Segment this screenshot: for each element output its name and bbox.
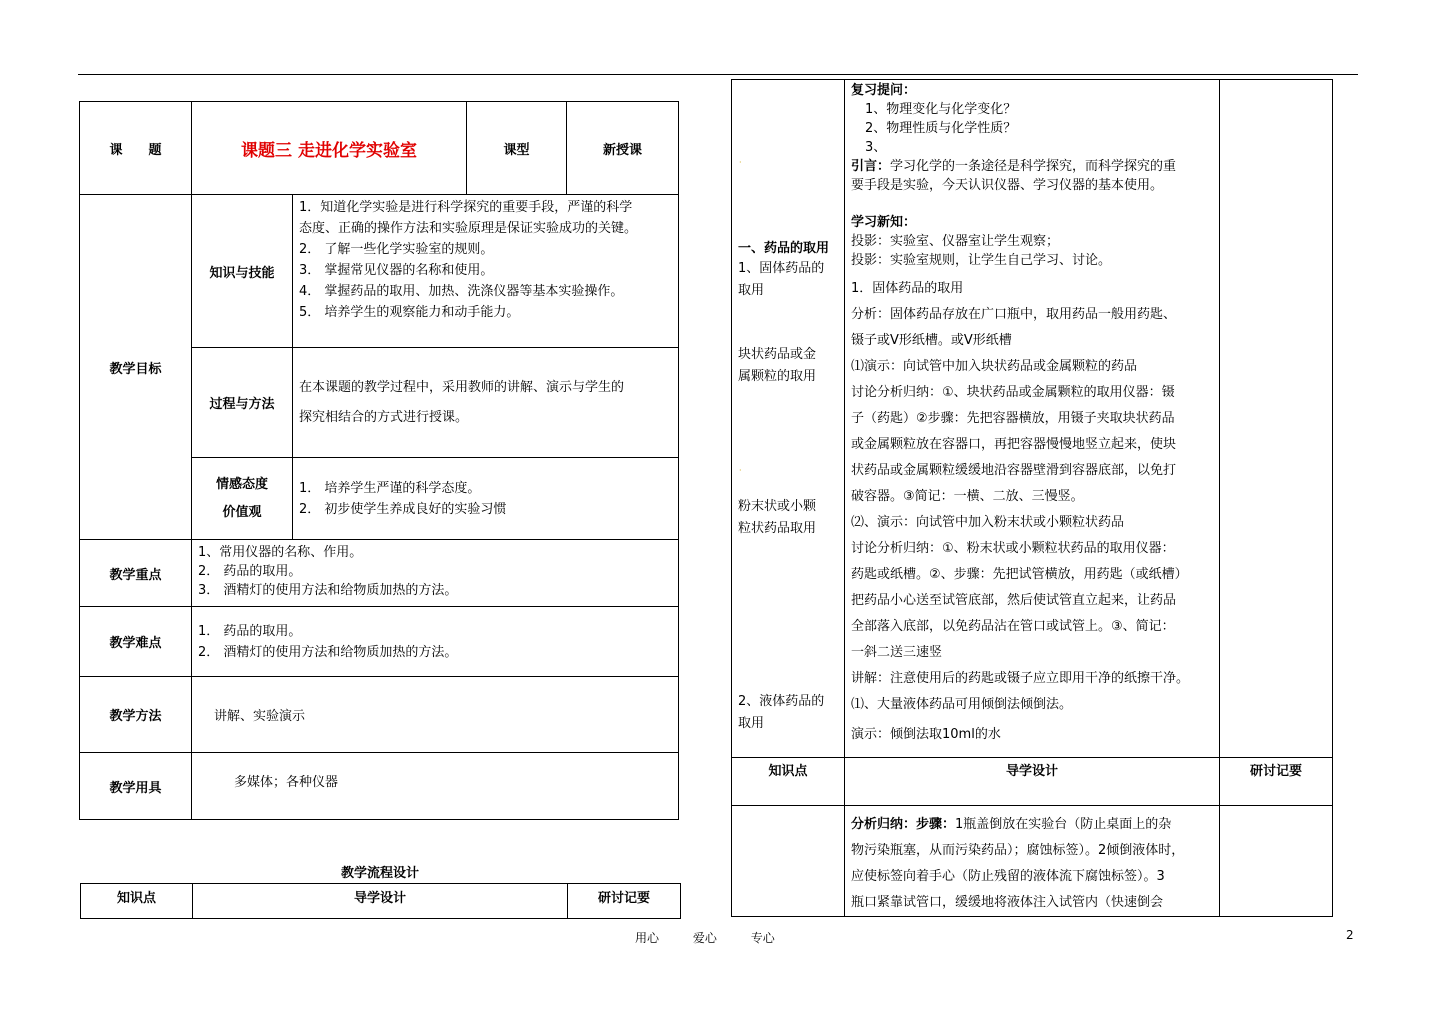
intro-text: 学习化学的一条途径是科学探究，而科学探究的重 [890, 159, 1177, 174]
flow-col-notes: 研讨记要 [568, 884, 681, 919]
body-line: 一斜二送三速竖 [851, 645, 943, 660]
emotion-list [293, 458, 679, 540]
flow-col-design: 导学设计 [193, 884, 568, 919]
process-label: 过程与方法 [192, 348, 293, 458]
section-heading: 一、药品的取用 [738, 241, 830, 256]
difficult-item: 2． 酒精灯的使用方法和给物质加热的方法。 [198, 644, 458, 660]
body-line: ⑵、演示：向试管中加入粉末状或小颗粒状药品 [851, 515, 1125, 530]
flow-col-knowledge: 知识点 [81, 884, 193, 919]
process-text [293, 348, 679, 458]
knowledge-item: 2． 了解一些化学实验室的规则。 [299, 242, 494, 257]
knowledge-point [738, 691, 824, 735]
type-value: 新授课 [567, 102, 679, 195]
footer [635, 929, 805, 946]
emotion-label-line: 情感态度 [215, 476, 268, 492]
knowledge-points-cell [732, 80, 845, 758]
analysis-text: 物污染瓶塞，从而污染药品）；腐蚀标签）。2倾倒液体时， [851, 843, 1185, 858]
lesson-info-table [79, 101, 679, 820]
difficult-item: 1． 药品的取用。 [198, 623, 302, 639]
analysis-text: 应使标签向着手心（防止残留的液体流下腐蚀标签）。3 [851, 869, 1165, 884]
method-label: 教学方法 [80, 677, 192, 753]
key-item: 3． 酒精灯的使用方法和给物质加热的方法。 [198, 583, 458, 598]
knowledge-label: 知识与技能 [192, 195, 293, 348]
dot-mark: · [739, 466, 742, 475]
body-line: ⑴、大量液体药品可用倾倒法倾倒法。 [851, 697, 1073, 712]
review-title: 复习提问： [851, 83, 917, 98]
header-rule [78, 74, 1358, 75]
knowledge-point-line: 粒状药品取用 [738, 521, 817, 536]
knowledge-point [738, 258, 824, 302]
footer-item: 爱心 [692, 931, 717, 945]
body-line: 状药品或金属颗粒缓缓地沿容器壁滑到容器底部，以免打 [851, 463, 1177, 478]
body-line: 投影：实验室规则，让学生自己学习、讨论。 [851, 253, 1112, 268]
analysis-line [851, 812, 1217, 838]
review-item: 3、 [865, 140, 887, 155]
body-line: 药匙或纸槽。②、步骤：先把试管横放，用药匙（或纸槽） [851, 567, 1188, 582]
knowledge-item: 3． 掌握常见仪器的名称和使用。 [299, 263, 494, 278]
body-line: 子（药匙）②步骤：先把容器横放，用镊子夹取块状药品 [851, 411, 1175, 426]
key-list [192, 540, 679, 607]
notes-cell-2 [1220, 806, 1333, 917]
knowledge-point-line: 1、固体药品的 [738, 261, 825, 276]
new-knowledge-title: 学习新知： [851, 215, 917, 230]
objectives-label: 教学目标 [80, 195, 192, 540]
knowledge-point-line: 2、液体药品的 [738, 694, 825, 709]
process-line: 在本课题的教学过程中，采用教师的讲解、演示与学生的 [299, 379, 625, 395]
knowledge-item: 4． 掌握药品的取用、加热、洗涤仪器等基本实验操作。 [299, 284, 624, 299]
analysis-text: 1瓶盖倒放在实验台（防止桌面上的杂 [955, 817, 1172, 832]
knowledge-point-line: 粉末状或小颗 [738, 499, 817, 514]
emotion-label [192, 458, 293, 540]
flow-table [731, 79, 1333, 917]
analysis-label: 分析归纳：步骤： [851, 817, 956, 832]
col-notes: 研讨记要 [1220, 758, 1333, 806]
tools-value: 多媒体；各种仪器 [192, 753, 679, 820]
method-value: 讲解、实验演示 [192, 677, 679, 753]
knowledge-item: 1．知道化学实验是进行科学探究的重要手段，严谨的科学 [299, 200, 633, 215]
emotion-item: 2． 初步使学生养成良好的实验习惯 [299, 501, 507, 517]
emotion-item: 1． 培养学生严谨的科学态度。 [299, 480, 481, 496]
dot-mark: · [739, 158, 742, 167]
body-line: 把药品小心送至试管底部，然后使试管直立起来，让药品 [851, 593, 1177, 608]
body-line: 镊子或V形纸槽。或V形纸槽 [851, 333, 1012, 348]
footer-item: 专心 [750, 931, 775, 945]
col-design: 导学设计 [845, 758, 1220, 806]
emotion-label-line: 价值观 [222, 504, 262, 520]
body-line: 全部落入底部，以免药品沾在管口或试管上。③、简记： [851, 619, 1175, 634]
process-line: 探究相结合的方式进行授课。 [299, 409, 469, 425]
knowledge-item: 态度、正确的操作方法和实验原理是保证实验成功的关键。 [299, 221, 638, 236]
key-label: 教学重点 [80, 540, 192, 607]
knowledge-point-line: 取用 [738, 716, 765, 731]
design-cell [845, 80, 1220, 758]
body-line: 讨论分析归纳：①、粉末状或小颗粒状药品的取用仪器： [851, 541, 1175, 556]
body-line: 破容器。③简记：一横、二放、三慢竖。 [851, 489, 1084, 504]
knowledge-list [293, 195, 679, 348]
body-line: 讨论分析归纳：①、块状药品或金属颗粒的取用仪器：镊 [851, 385, 1175, 400]
body-line: ⑴演示：向试管中加入块状药品或金属颗粒的药品 [851, 359, 1138, 374]
knowledge-point-line: 属颗粒的取用 [738, 369, 817, 384]
footer-item: 用心 [635, 931, 660, 945]
col-knowledge: 知识点 [732, 758, 845, 806]
page-number: 2 [1346, 928, 1354, 942]
tools-label: 教学用具 [80, 753, 192, 820]
demo-line: 演示：倾倒法取10ml的水 [851, 727, 1001, 742]
analysis-cell [845, 806, 1220, 917]
title-label: 课 题 [80, 102, 192, 195]
flow-title: 教学流程设计 [340, 866, 419, 881]
intro-label: 引言： [851, 159, 891, 174]
review-item: 1、物理变化与化学变化？ [865, 102, 1017, 117]
difficult-label: 教学难点 [80, 607, 192, 677]
knowledge-points-cell-2 [732, 806, 845, 917]
knowledge-item: 5． 培养学生的观察能力和动手能力。 [299, 305, 520, 320]
difficult-list [192, 607, 679, 677]
key-item: 1、常用仪器的名称、作用。 [198, 545, 363, 560]
body-line: 或金属颗粒放在容器口，再把容器慢慢地竖立起来，使块 [851, 437, 1177, 452]
body-line: 讲解：注意使用后的药匙或镊子应立即用干净的纸擦干净。 [851, 671, 1190, 686]
body-line: 投影：实验室、仪器室让学生观察； [851, 234, 1060, 249]
lesson-title: 课题三 走进化学实验室 [192, 102, 467, 195]
review-item: 2、物理性质与化学性质？ [865, 121, 1017, 136]
intro-line [851, 157, 1217, 176]
knowledge-point-line: 块状药品或金 [738, 347, 817, 362]
knowledge-point [738, 344, 816, 388]
notes-cell [1220, 80, 1333, 758]
type-label: 课型 [467, 102, 567, 195]
key-item: 2． 药品的取用。 [198, 564, 302, 579]
flow-header-table [80, 883, 681, 919]
body-line: 1．固体药品的取用 [851, 281, 964, 296]
intro-text: 要手段是实验，今天认识仪器、学习仪器的基本使用。 [851, 178, 1164, 193]
knowledge-point-line: 取用 [738, 283, 765, 298]
knowledge-point [738, 496, 816, 540]
body-line: 分析：固体药品存放在广口瓶中，取用药品一般用药匙、 [851, 307, 1177, 322]
analysis-text: 瓶口紧靠试管口，缓缓地将液体注入试管内（快速倒会 [851, 895, 1164, 910]
